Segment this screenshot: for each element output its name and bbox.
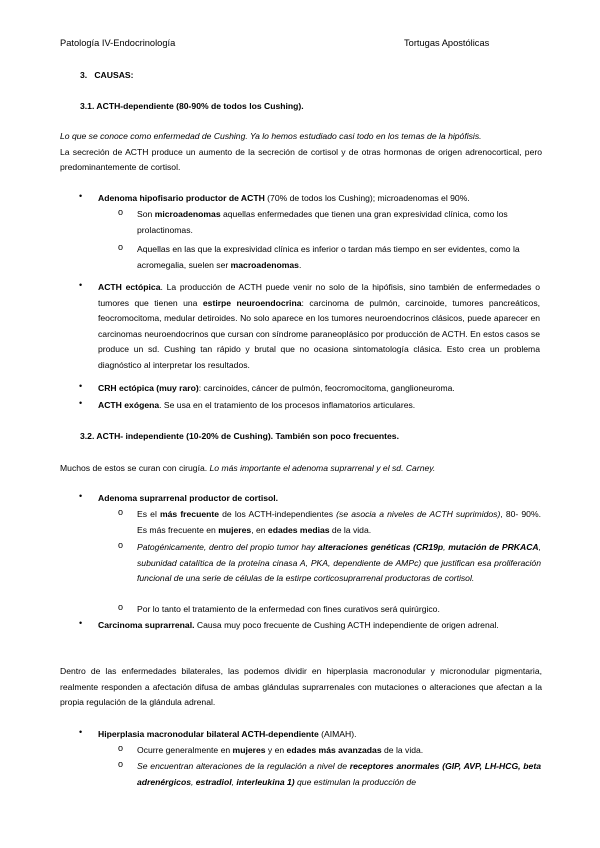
section-title: CAUSAS: — [94, 70, 134, 80]
bullet-crh-ectopica — [98, 381, 543, 397]
text: Ocurre generalmente en — [137, 745, 233, 755]
intro-italic: Lo que se conoce como enfermedad de Cushing. Ya lo hemos estudiado casi todo en los temas de la hipófisis. — [60, 131, 482, 141]
bold-term: ACTH ectópica — [98, 282, 161, 292]
sub-bullet-glyph: o — [118, 743, 124, 753]
sub-bullet-macroadenomas — [137, 242, 529, 273]
sub-bullet-glyph: o — [118, 507, 124, 517]
bold-term: ACTH exógena — [98, 400, 160, 410]
text: Son — [137, 209, 155, 219]
text: de los ACTH-independientes — [219, 509, 337, 519]
bold-term: mujeres — [218, 524, 252, 535]
bold-term: microadenomas — [154, 209, 221, 219]
text: : carcinoma de pulmón, carcinoide, tumores pancreáticos, feocromocitoma, medular detiroides. No solo aparece en los tumores neuroendocrinos clásicos, puede aparecer en carcinomas neuroendocrinos que cursan con síndrome paraneoplásico por producción de ACTH. En estos casos se produce un sd. Cushing tan rápido y brutal que no ocasiona sintomatología clásica. Esto crea un problema diagnóstico al interpretar los resultados. — [98, 297, 541, 370]
bullet-glyph: • — [79, 491, 83, 501]
text: de la vida. — [329, 524, 372, 535]
text: aquellas enfermedades que tienen una gran expresividad clínica, como los prolactinomas. — [137, 209, 508, 235]
bold-term: más frecuente — [159, 509, 220, 519]
bullet-acth-exogena — [98, 398, 543, 414]
text: . — [298, 259, 302, 270]
bold-term: Hiperplasia macronodular bilateral ACTH-dependiente — [98, 729, 319, 739]
sub-bullet-mujeres-edades — [137, 743, 541, 759]
text: (AIMAH). — [318, 729, 357, 739]
sub-bullet-glyph: o — [118, 207, 124, 217]
section-number: 3. — [80, 70, 88, 80]
bullet-glyph: • — [79, 727, 83, 737]
text: Aquellas en las que la expresividad clínica es inferior o tardan más tiempo en ser evidentes, como la acromegalia, suelen ser — [137, 244, 520, 270]
section-3-2-heading: 3.2. ACTH- independiente (10-20% de Cushing). También son poco frecuentes. — [80, 431, 399, 441]
bullet-acth-ectopica — [98, 280, 540, 374]
sub-bullet-glyph: o — [118, 242, 124, 252]
bold-term: Adenoma hipofisario productor de ACTH — [98, 193, 265, 203]
bold-term: Carcinoma suprarrenal. — [98, 620, 195, 630]
bold-term: interleukina 1) — [236, 776, 295, 787]
bold-term: macroadenomas — [230, 259, 299, 270]
text: , en — [251, 524, 268, 535]
bullet-text: (70% de todos los Cushing); microadenomas el 90%. — [264, 193, 470, 203]
text: , — [231, 776, 237, 787]
text: Causa muy poco frecuente de Cushing ACTH independiente de origen adrenal. — [194, 620, 499, 630]
text: que estimulan la producción de — [294, 776, 416, 787]
text: Patogénicamente, dentro del propio tumor hay — [137, 542, 318, 552]
bold-term: CRH ectópica (muy raro) — [98, 383, 199, 393]
text: : carcinoides, cáncer de pulmón, feocromocitoma, ganglioneuroma. — [198, 383, 455, 393]
bold-term: receptores anormales (GIP, AVP, LH-HCG, beta adrenérgicos — [137, 761, 541, 787]
text: Se encuentran alteraciones de la regulación a nivel de — [137, 761, 350, 771]
bold-term: alteraciones genéticas (CR19p — [317, 542, 444, 552]
section-3-heading — [80, 68, 134, 84]
bullet-glyph: • — [79, 398, 83, 408]
header-right: Tortugas Apostólicas — [404, 38, 490, 48]
bold-term: estradiol — [195, 776, 232, 787]
bullet-adenoma-suprarrenal: Adenoma suprarrenal productor de cortisol. — [98, 493, 279, 503]
bullet-adenoma-hipofisario — [98, 191, 538, 207]
bold-term: edades más avanzadas — [286, 745, 382, 755]
text: Muchos de estos se curan con cirugía. — [60, 463, 210, 473]
sub-bullet-receptores-anormales — [137, 759, 541, 790]
bullet-glyph: • — [79, 618, 83, 628]
bold-term: mujeres — [232, 745, 266, 755]
section-3-2-intro — [60, 461, 542, 477]
bold-term: mutación de PRKACA — [448, 542, 539, 552]
section-3-1-heading: 3.1. ACTH-dependiente (80-90% de todos los Cushing). — [80, 101, 304, 111]
italic-text: Lo más importante el adenoma suprarrenal y el sd. Carney. — [209, 463, 436, 473]
text: Es el — [137, 509, 160, 519]
bilateral-paragraph: Dentro de las enfermedades bilaterales, las podemos dividir en hiperplasia macronodular y micronodular pigmentaria, realmente responden a afectación difusa de ambas glándulas suprarrenales con mutaciones o alteraciones que afectan a la propia regulación de la glándula adrenal. — [60, 666, 542, 708]
italic-text: (se asocia a niveles de ACTH suprimidos) — [336, 509, 501, 519]
intro-text: La secreción de ACTH produce un aumento de la secreción de cortisol y de otras hormonas de origen adrenocortical, pero predominantemente de cortisol. — [60, 146, 542, 173]
bullet-glyph: • — [79, 381, 83, 391]
text: y en — [265, 745, 287, 755]
header-left: Patología IV-Endocrinología — [60, 38, 176, 48]
sub-bullet-glyph: o — [118, 759, 124, 769]
text: de la vida. — [381, 745, 424, 755]
sub-bullet-tratamiento: Por lo tanto el tratamiento de la enfermedad con fines curativos será quirúrgico. — [137, 604, 440, 614]
bullet-carcinoma-suprarrenal — [98, 618, 540, 634]
sub-bullet-glyph: o — [118, 602, 124, 612]
text: , — [443, 542, 449, 552]
text: , subunidad catalítica de la proteína cinasa A, PKA, dependiente de AMPc) que justifican esa proliferación funcional de una serie de células de la estirpe corticosuprarrenal productoras de cortisol. — [137, 542, 541, 584]
sub-bullet-patogenia — [137, 540, 541, 587]
sub-bullet-glyph: o — [118, 540, 124, 550]
text: . Se usa en el tratamiento de los procesos inflamatorios articulares. — [159, 400, 416, 410]
bullet-glyph: • — [79, 191, 83, 201]
bullet-glyph: • — [79, 280, 83, 290]
text: , 80- 90%. Es más frecuente en — [137, 509, 541, 535]
text: , — [190, 776, 196, 787]
sub-bullet-mas-frecuente — [137, 507, 541, 538]
bold-term: edades medias — [267, 524, 330, 535]
text: . La producción de ACTH puede venir no solo de la hipófisis, sino también de enfermedades o tumores que tienen una — [98, 282, 540, 308]
section-3-1-intro — [60, 129, 542, 176]
bullet-hiperplasia-macronodular — [98, 727, 540, 743]
sub-bullet-microadenomas — [137, 207, 535, 238]
bold-term: estirpe neuroendocrina — [202, 297, 302, 308]
